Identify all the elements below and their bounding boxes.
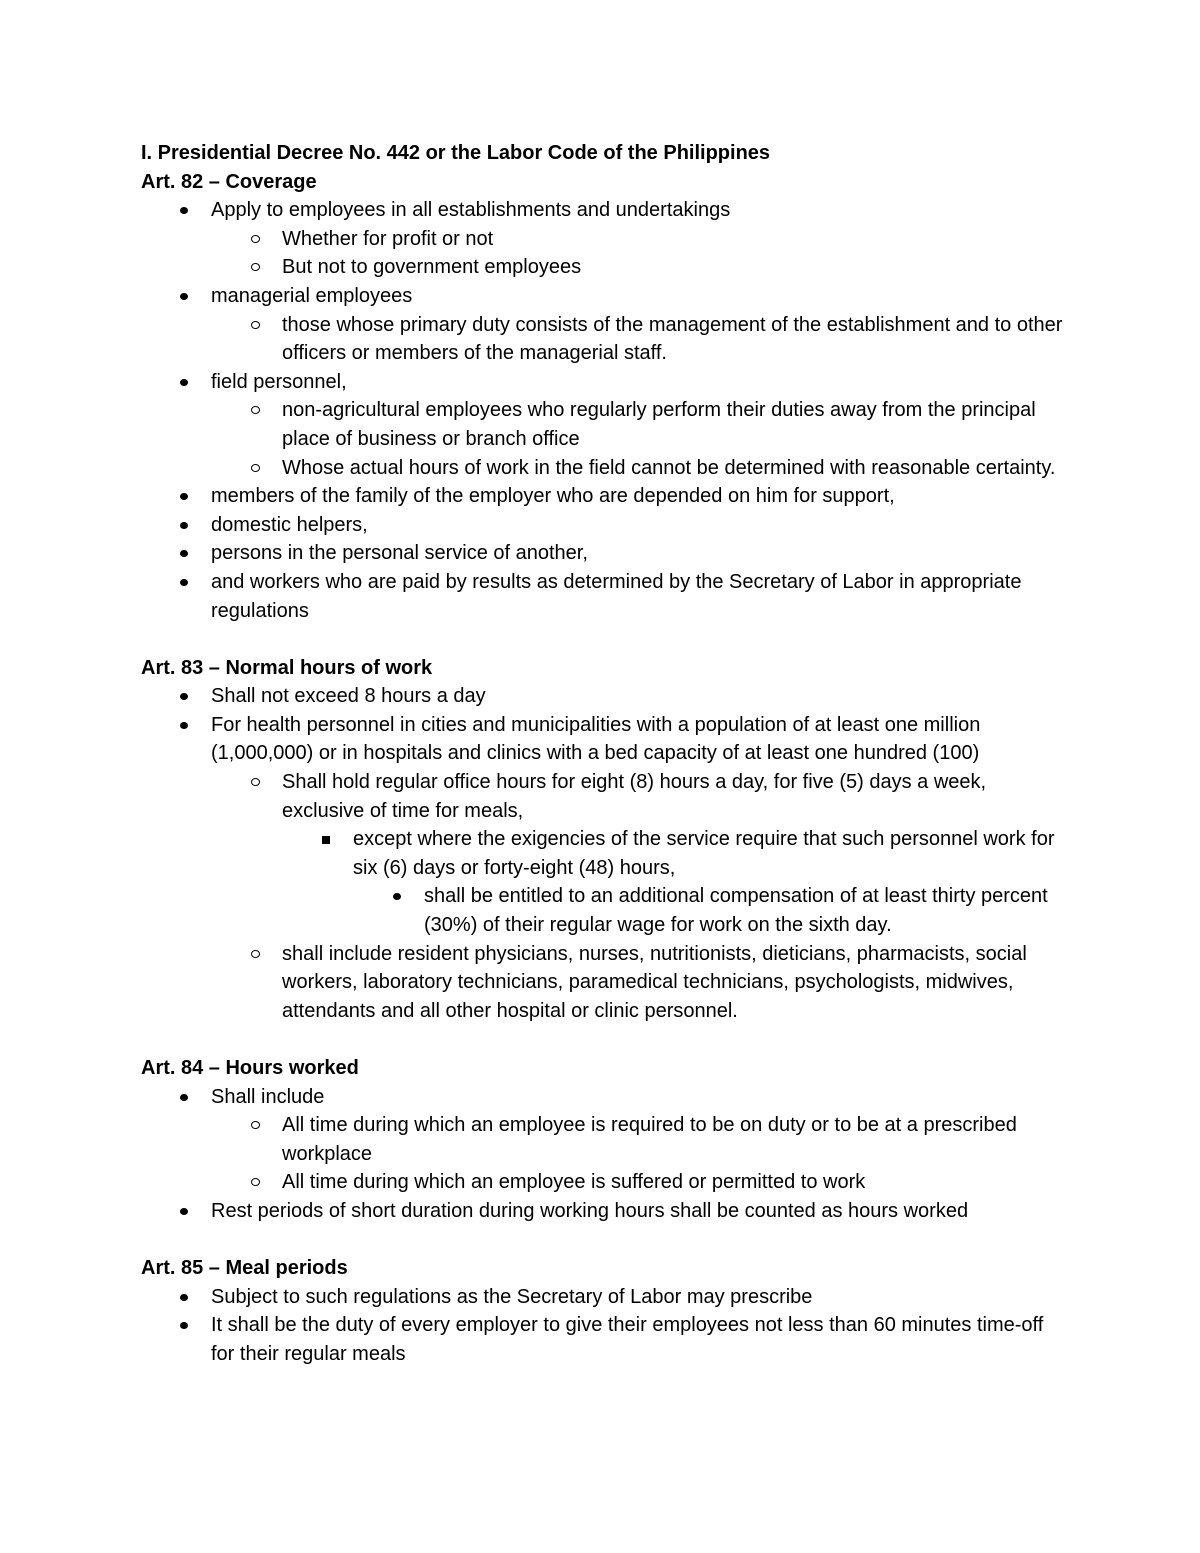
bullet-circle-icon — [251, 464, 260, 472]
list-item: Shall hold regular office hours for eight (8) hours a day, for five (5) days a week, exclusive of time for meals, — [141, 768, 1071, 825]
bullet-circle-icon — [251, 1121, 260, 1129]
bullet-disc-icon — [180, 1322, 188, 1329]
bullet-circle-icon — [251, 778, 260, 786]
list-item: domestic helpers, — [141, 511, 1071, 540]
bullet-circle-icon — [251, 950, 260, 958]
list-item: non-agricultural employees who regularly perform their duties away from the principal place of business or branch office — [141, 396, 1071, 453]
list-item: All time during which an employee is suffered or permitted to work — [141, 1168, 1071, 1197]
bullet-circle-icon — [251, 1178, 260, 1186]
bullet-disc-icon — [180, 722, 188, 729]
paragraph-gap — [141, 625, 1071, 654]
list-item: It shall be the duty of every employer to give their employees not less than 60 minutes time-off for their regular meals — [141, 1311, 1071, 1368]
bullet-circle-icon — [251, 321, 260, 329]
bullet-square-icon — [322, 836, 330, 844]
list-item: Shall not exceed 8 hours a day — [141, 682, 1071, 711]
bullet-disc-icon — [180, 207, 188, 214]
section-art-85 — [141, 1254, 1071, 1368]
bullet-disc-icon — [180, 293, 188, 300]
list-item: For health personnel in cities and municipalities with a population of at least one million (1,000,000) or in hospitals and clinics with a bed capacity of at least one hundred (100) — [141, 711, 1071, 768]
paragraph-gap — [141, 1226, 1071, 1255]
bullet-circle-icon — [251, 406, 260, 414]
list-item: shall include resident physicians, nurses, nutritionists, dieticians, pharmacists, social workers, laboratory technicians, paramedical technicians, psychologists, midwives, attendants and all other hospital or clinic personnel. — [141, 940, 1071, 1026]
document-title: I. Presidential Decree No. 442 or the Labor Code of the Philippines — [141, 142, 771, 164]
bullet-disc-icon — [180, 379, 188, 386]
list-item: field personnel, — [141, 368, 1071, 397]
list-item: Whether for profit or not — [141, 225, 1071, 254]
bullet-disc-icon — [180, 493, 188, 500]
bullet-disc-icon — [180, 693, 188, 700]
section-heading: Art. 84 – Hours worked — [141, 1057, 359, 1079]
bullet-disc-icon — [393, 893, 401, 900]
section-art-83 — [141, 654, 1071, 1026]
list-item: Apply to employees in all establishments and undertakings — [141, 196, 1071, 225]
list-item: managerial employees — [141, 282, 1071, 311]
list-item: shall be entitled to an additional compensation of at least thirty percent (30%) of their regular wage for work on the sixth day. — [141, 882, 1071, 939]
bullet-disc-icon — [180, 579, 188, 586]
section-art-84 — [141, 1054, 1071, 1226]
list-item: But not to government employees — [141, 253, 1071, 282]
bullet-circle-icon — [251, 263, 260, 271]
bullet-circle-icon — [251, 235, 260, 243]
list-item: Subject to such regulations as the Secretary of Labor may prescribe — [141, 1283, 1071, 1312]
list-item: members of the family of the employer who are depended on him for support, — [141, 482, 1071, 511]
list-item: persons in the personal service of another, — [141, 539, 1071, 568]
list-item: and workers who are paid by results as determined by the Secretary of Labor in appropriate regulations — [141, 568, 1071, 625]
section-art-82 — [141, 168, 1071, 626]
section-heading: Art. 85 – Meal periods — [141, 1257, 348, 1280]
bullet-disc-icon — [180, 1208, 188, 1215]
list-item: except where the exigencies of the service require that such personnel work for six (6) days or forty-eight (48) hours, — [141, 825, 1071, 882]
bullet-disc-icon — [180, 1294, 188, 1301]
section-heading: Art. 83 – Normal hours of work — [141, 656, 433, 679]
list-item: those whose primary duty consists of the management of the establishment and to other officers or members of the managerial staff. — [141, 311, 1071, 368]
bullet-disc-icon — [180, 1094, 188, 1101]
paragraph-gap — [141, 1025, 1071, 1054]
list-item: Rest periods of short duration during working hours shall be counted as hours worked — [141, 1197, 1071, 1226]
section-heading: Art. 82 – Coverage — [141, 170, 317, 193]
bullet-disc-icon — [180, 522, 188, 529]
list-item: Whose actual hours of work in the field cannot be determined with reasonable certainty. — [141, 454, 1071, 483]
list-item: All time during which an employee is required to be on duty or to be at a prescribed workplace — [141, 1111, 1071, 1168]
document-body — [141, 139, 1071, 1369]
list-item: Shall include — [141, 1083, 1071, 1112]
bullet-disc-icon — [180, 550, 188, 557]
